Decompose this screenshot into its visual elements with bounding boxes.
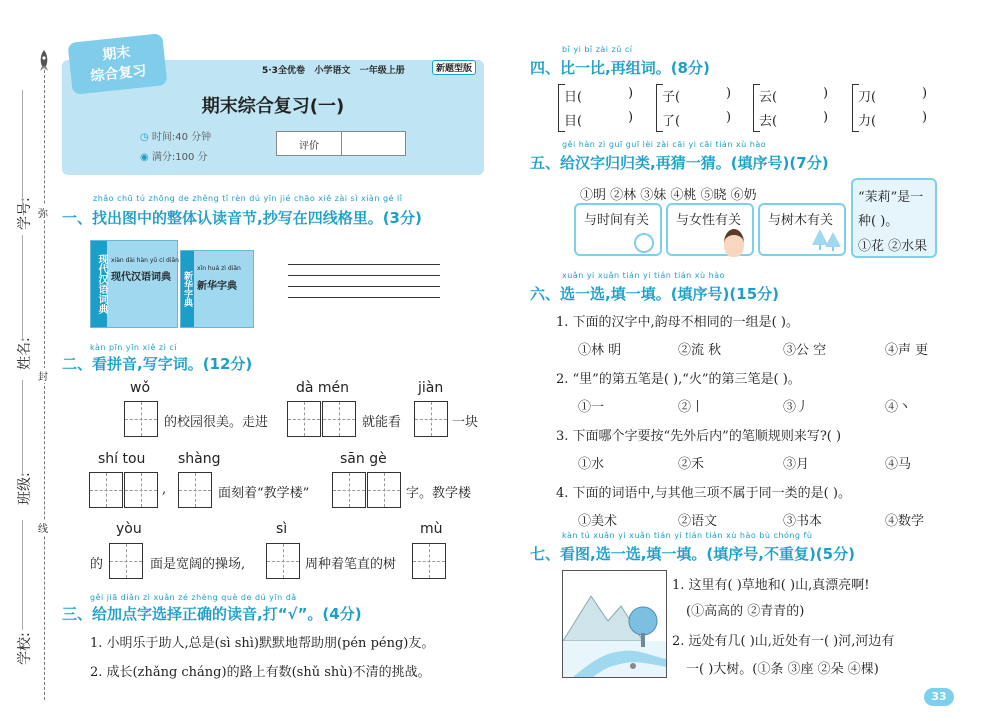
class-label: 班级: xyxy=(17,472,33,505)
q2-r1-pinyin-3: jiàn xyxy=(418,380,444,396)
book2-title: 新华字典 xyxy=(197,281,237,292)
q5-pinyin: gěi hàn zì guī guī lèi zài cāi yi cāi tián xù hào xyxy=(562,140,767,149)
book1-spine: 现代汉语词典 xyxy=(91,241,107,327)
q2-r2-box-4[interactable] xyxy=(332,472,366,508)
q5-riddle-box xyxy=(851,178,937,258)
q2-r1-text-2: 就能看 xyxy=(362,415,402,430)
q5-cat-female[interactable] xyxy=(666,203,754,256)
q3-item-1: 1. 小明乐于助人,总是(sì shì)默默地帮助朋(pén péng)友。 xyxy=(90,636,435,651)
score-info xyxy=(140,148,208,163)
dictionary-book-2 xyxy=(180,250,254,328)
check-circle-icon: ◉ xyxy=(140,152,152,163)
q6-option[interactable]: ③公 空 xyxy=(783,343,827,358)
student-no-line[interactable] xyxy=(22,90,23,210)
book1-title: 现代汉语词典 xyxy=(111,272,171,283)
book1-pinyin: xiàn dài hàn yǔ cí diǎn xyxy=(111,257,179,264)
q4-close-paren: ) xyxy=(823,110,829,125)
q4-pinyin: bǐ yi bǐ zài zǔ cí xyxy=(562,45,633,54)
q6-option[interactable]: ③书本 xyxy=(783,514,823,529)
q4-word-blank[interactable]: 云( xyxy=(759,90,778,105)
q4-close-paren: ) xyxy=(628,86,634,101)
q2-r2-pinyin-2: shàng xyxy=(178,451,221,467)
q2-r3-text-2: 周种着笔直的树 xyxy=(305,557,397,572)
q4-close-paren: ) xyxy=(628,110,634,125)
q4-word-blank[interactable]: 了( xyxy=(662,114,681,129)
school-label: 学校: xyxy=(17,632,33,665)
q2-r2-pinyin-3: sān gè xyxy=(340,451,387,467)
eval-label: 评价 xyxy=(299,141,319,152)
q6-option[interactable]: ①林 明 xyxy=(578,343,622,358)
q6-question: 1. 下面的汉字中,韵母不相同的一组是( )。 xyxy=(556,315,799,330)
q7-pinyin: kàn tú xuǎn yi xuǎn tián yi tián tián xù hào bù chóng fù xyxy=(562,531,813,540)
q2-r1-box-3[interactable] xyxy=(322,401,356,437)
q6-option[interactable]: ①水 xyxy=(578,457,605,472)
rocket-icon xyxy=(37,50,51,76)
q1-pinyin: zhǎo chū tú zhōng de zhěng tǐ rèn dú yīn jié chāo xiě zài sì xiàn gé lǐ xyxy=(93,194,403,203)
q2-r1-box-2[interactable] xyxy=(287,401,321,437)
girl-icon xyxy=(724,229,744,257)
q1-title: 一、找出图中的整体认读音节,抄写在四线格里。(3分) xyxy=(62,209,422,227)
q6-option[interactable]: ②丨 xyxy=(678,400,705,415)
q6-option[interactable]: ④丶 xyxy=(885,400,912,415)
q4-word-blank[interactable]: 子( xyxy=(662,90,681,105)
q2-r2-box-2[interactable] xyxy=(124,472,158,508)
eval-box xyxy=(276,131,406,156)
q3-pinyin: gěi jiā diǎn zì xuǎn zé zhèng què de dú yīn dǎ xyxy=(90,593,297,602)
q6-option[interactable]: ①一 xyxy=(578,400,605,415)
alarm-clock-icon xyxy=(634,233,654,253)
q5-title: 五、给汉字归归类,再猜一猜。(填序号)(7分) xyxy=(530,154,829,172)
q4-word-blank[interactable]: 刀( xyxy=(858,90,877,105)
q6-option[interactable]: ④马 xyxy=(885,457,912,472)
series-info xyxy=(262,63,405,76)
q4-close-paren: ) xyxy=(922,86,928,101)
class-line[interactable] xyxy=(22,380,23,475)
q3-title: 三、给加点字选择正确的读音,打“√”。(4分) xyxy=(62,605,362,623)
q2-r3-box-2[interactable] xyxy=(266,543,300,579)
q3-item-2: 2. 成长(zhǎng cháng)的路上有数(shǔ shù)不清的挑战。 xyxy=(90,665,431,680)
seal-mark-mi: 弥 xyxy=(38,205,48,220)
page-number: 33 xyxy=(924,688,954,706)
q4-close-paren: ) xyxy=(922,110,928,125)
q2-r3-pinyin-2: sì xyxy=(276,521,288,537)
eval-score-field[interactable] xyxy=(342,132,405,155)
header-badge xyxy=(68,33,168,95)
q2-r2-text-1: 面刻着“教学楼” xyxy=(218,486,310,501)
four-line-grid[interactable] xyxy=(288,264,440,298)
q6-option[interactable]: ②流 秋 xyxy=(678,343,722,358)
q5-riddle-line3: ①花 ②水果 xyxy=(858,239,928,254)
q6-pinyin: xuǎn yi xuǎn tián yi tián tián xù hào xyxy=(562,271,725,280)
q2-r3-box-1[interactable] xyxy=(109,543,143,579)
q2-r1-text-1: 的校园很美。走进 xyxy=(164,415,269,430)
q7-title: 七、看图,选一选,填一填。(填序号,不重复)(5分) xyxy=(530,545,855,563)
q2-r3-pinyin-3: mù xyxy=(420,521,443,537)
name-line[interactable] xyxy=(22,235,23,340)
clock-icon: ◷ xyxy=(140,132,152,143)
q5-cat-tree-label: 与树木有关 xyxy=(768,213,834,228)
q7-line1: 1. 这里有( )草地和( )山,真漂亮啊! xyxy=(672,578,870,593)
q6-question: 4. 下面的词语中,与其他三项不属于同一类的是( )。 xyxy=(556,486,851,501)
q6-option[interactable]: ④声 更 xyxy=(885,343,929,358)
q4-word-blank[interactable]: 日( xyxy=(564,90,583,105)
q6-option[interactable]: ③月 xyxy=(783,457,810,472)
seal-mark-xian: 线 xyxy=(38,520,48,535)
q4-word-blank[interactable]: 力( xyxy=(858,114,877,129)
q6-option[interactable]: ③丿 xyxy=(783,400,810,415)
time-text: 时间:40 分钟 xyxy=(151,132,212,143)
q2-r1-box-4[interactable] xyxy=(414,401,448,437)
book2-spine: 新华字典 xyxy=(181,251,194,327)
q5-chars: ①明 ②林 ③妹 ④桃 ⑤晓 ⑥奶 xyxy=(580,188,757,203)
q7-line3: 2. 远处有几( )山,近处有一( )河,河边有 xyxy=(672,634,895,649)
q6-question: 2. “里”的第五笔是( ),“火”的第三笔是( )。 xyxy=(556,372,801,387)
q2-r1-pinyin-2: dà mén xyxy=(296,380,350,396)
q6-option[interactable]: ②语文 xyxy=(678,514,718,529)
q7-line4: 一( )大树。(①条 ③座 ②朵 ④棵) xyxy=(686,662,879,677)
q4-word-blank[interactable]: 目( xyxy=(564,114,583,129)
q6-question: 3. 下面哪个字要按“先外后内”的笔顺规则来写?( ) xyxy=(556,429,842,444)
q2-r3-text-0: 的 xyxy=(90,557,104,572)
q2-r1-text-3: 一块 xyxy=(452,415,479,430)
school-line[interactable] xyxy=(22,520,23,630)
page-title: 期末综合复习(一) xyxy=(201,96,345,117)
q5-cat-tree[interactable] xyxy=(758,203,846,256)
book2-pinyin: xīn huá zì diǎn xyxy=(197,265,241,272)
q2-title: 二、看拼音,写字词。(12分) xyxy=(62,355,253,373)
trees-icon xyxy=(812,229,842,255)
name-label: 姓名: xyxy=(17,337,33,370)
landscape-picture xyxy=(562,570,667,678)
time-info xyxy=(140,128,211,143)
badge-line2: 综合复习 xyxy=(89,63,148,85)
q5-riddle-line2: 种( )。 xyxy=(858,214,899,229)
q6-option[interactable]: ①美术 xyxy=(578,514,618,529)
q2-r1-pinyin-1: wǒ xyxy=(130,380,151,396)
seal-mark-feng: 封 xyxy=(38,368,48,383)
edition-badge: 新题型版 xyxy=(432,60,476,75)
q7-line2: (①高高的 ②青青的) xyxy=(686,604,805,619)
subject: 小学语文 xyxy=(314,66,351,76)
grade: 一年级上册 xyxy=(359,66,405,76)
q2-r3-pinyin-1: yòu xyxy=(116,521,142,537)
q2-r1-box-1[interactable] xyxy=(124,401,158,437)
q2-r3-box-3[interactable] xyxy=(412,543,446,579)
q6-option[interactable]: ②禾 xyxy=(678,457,705,472)
q2-r2-text-2: 字。教学楼 xyxy=(406,486,472,501)
badge-line1: 期末 xyxy=(101,44,132,64)
q5-cat-time-label: 与时间有关 xyxy=(584,213,650,228)
q4-word-blank[interactable]: 去( xyxy=(759,114,778,129)
dictionary-book-1 xyxy=(90,240,178,328)
q4-close-paren: ) xyxy=(726,110,732,125)
q4-close-paren: ) xyxy=(823,86,829,101)
score-text: 满分:100 分 xyxy=(151,152,208,163)
q2-r2-box-3[interactable] xyxy=(178,472,212,508)
q5-cat-female-label: 与女性有关 xyxy=(676,213,742,228)
q2-r2-comma: , xyxy=(162,482,167,497)
q5-cat-time[interactable] xyxy=(574,203,662,256)
q2-r2-box-5[interactable] xyxy=(367,472,401,508)
q4-close-paren: ) xyxy=(726,86,732,101)
q6-title: 六、选一选,填一填。(填序号)(15分) xyxy=(530,285,779,303)
q2-r2-box-1[interactable] xyxy=(89,472,123,508)
series-name: 5·3全优卷 xyxy=(262,66,305,76)
student-no-label: 学号: xyxy=(17,197,33,230)
q2-r2-pinyin-1: shí tou xyxy=(98,451,146,467)
q2-pinyin: kàn pīn yīn xiě zì cí xyxy=(90,343,177,352)
q2-r3-text-1: 面是宽阔的操场, xyxy=(150,557,246,572)
q4-title: 四、比一比,再组词。(8分) xyxy=(530,59,710,77)
q6-option[interactable]: ④数学 xyxy=(885,514,925,529)
q5-riddle-line1: “茉莉”是一 xyxy=(858,190,924,205)
